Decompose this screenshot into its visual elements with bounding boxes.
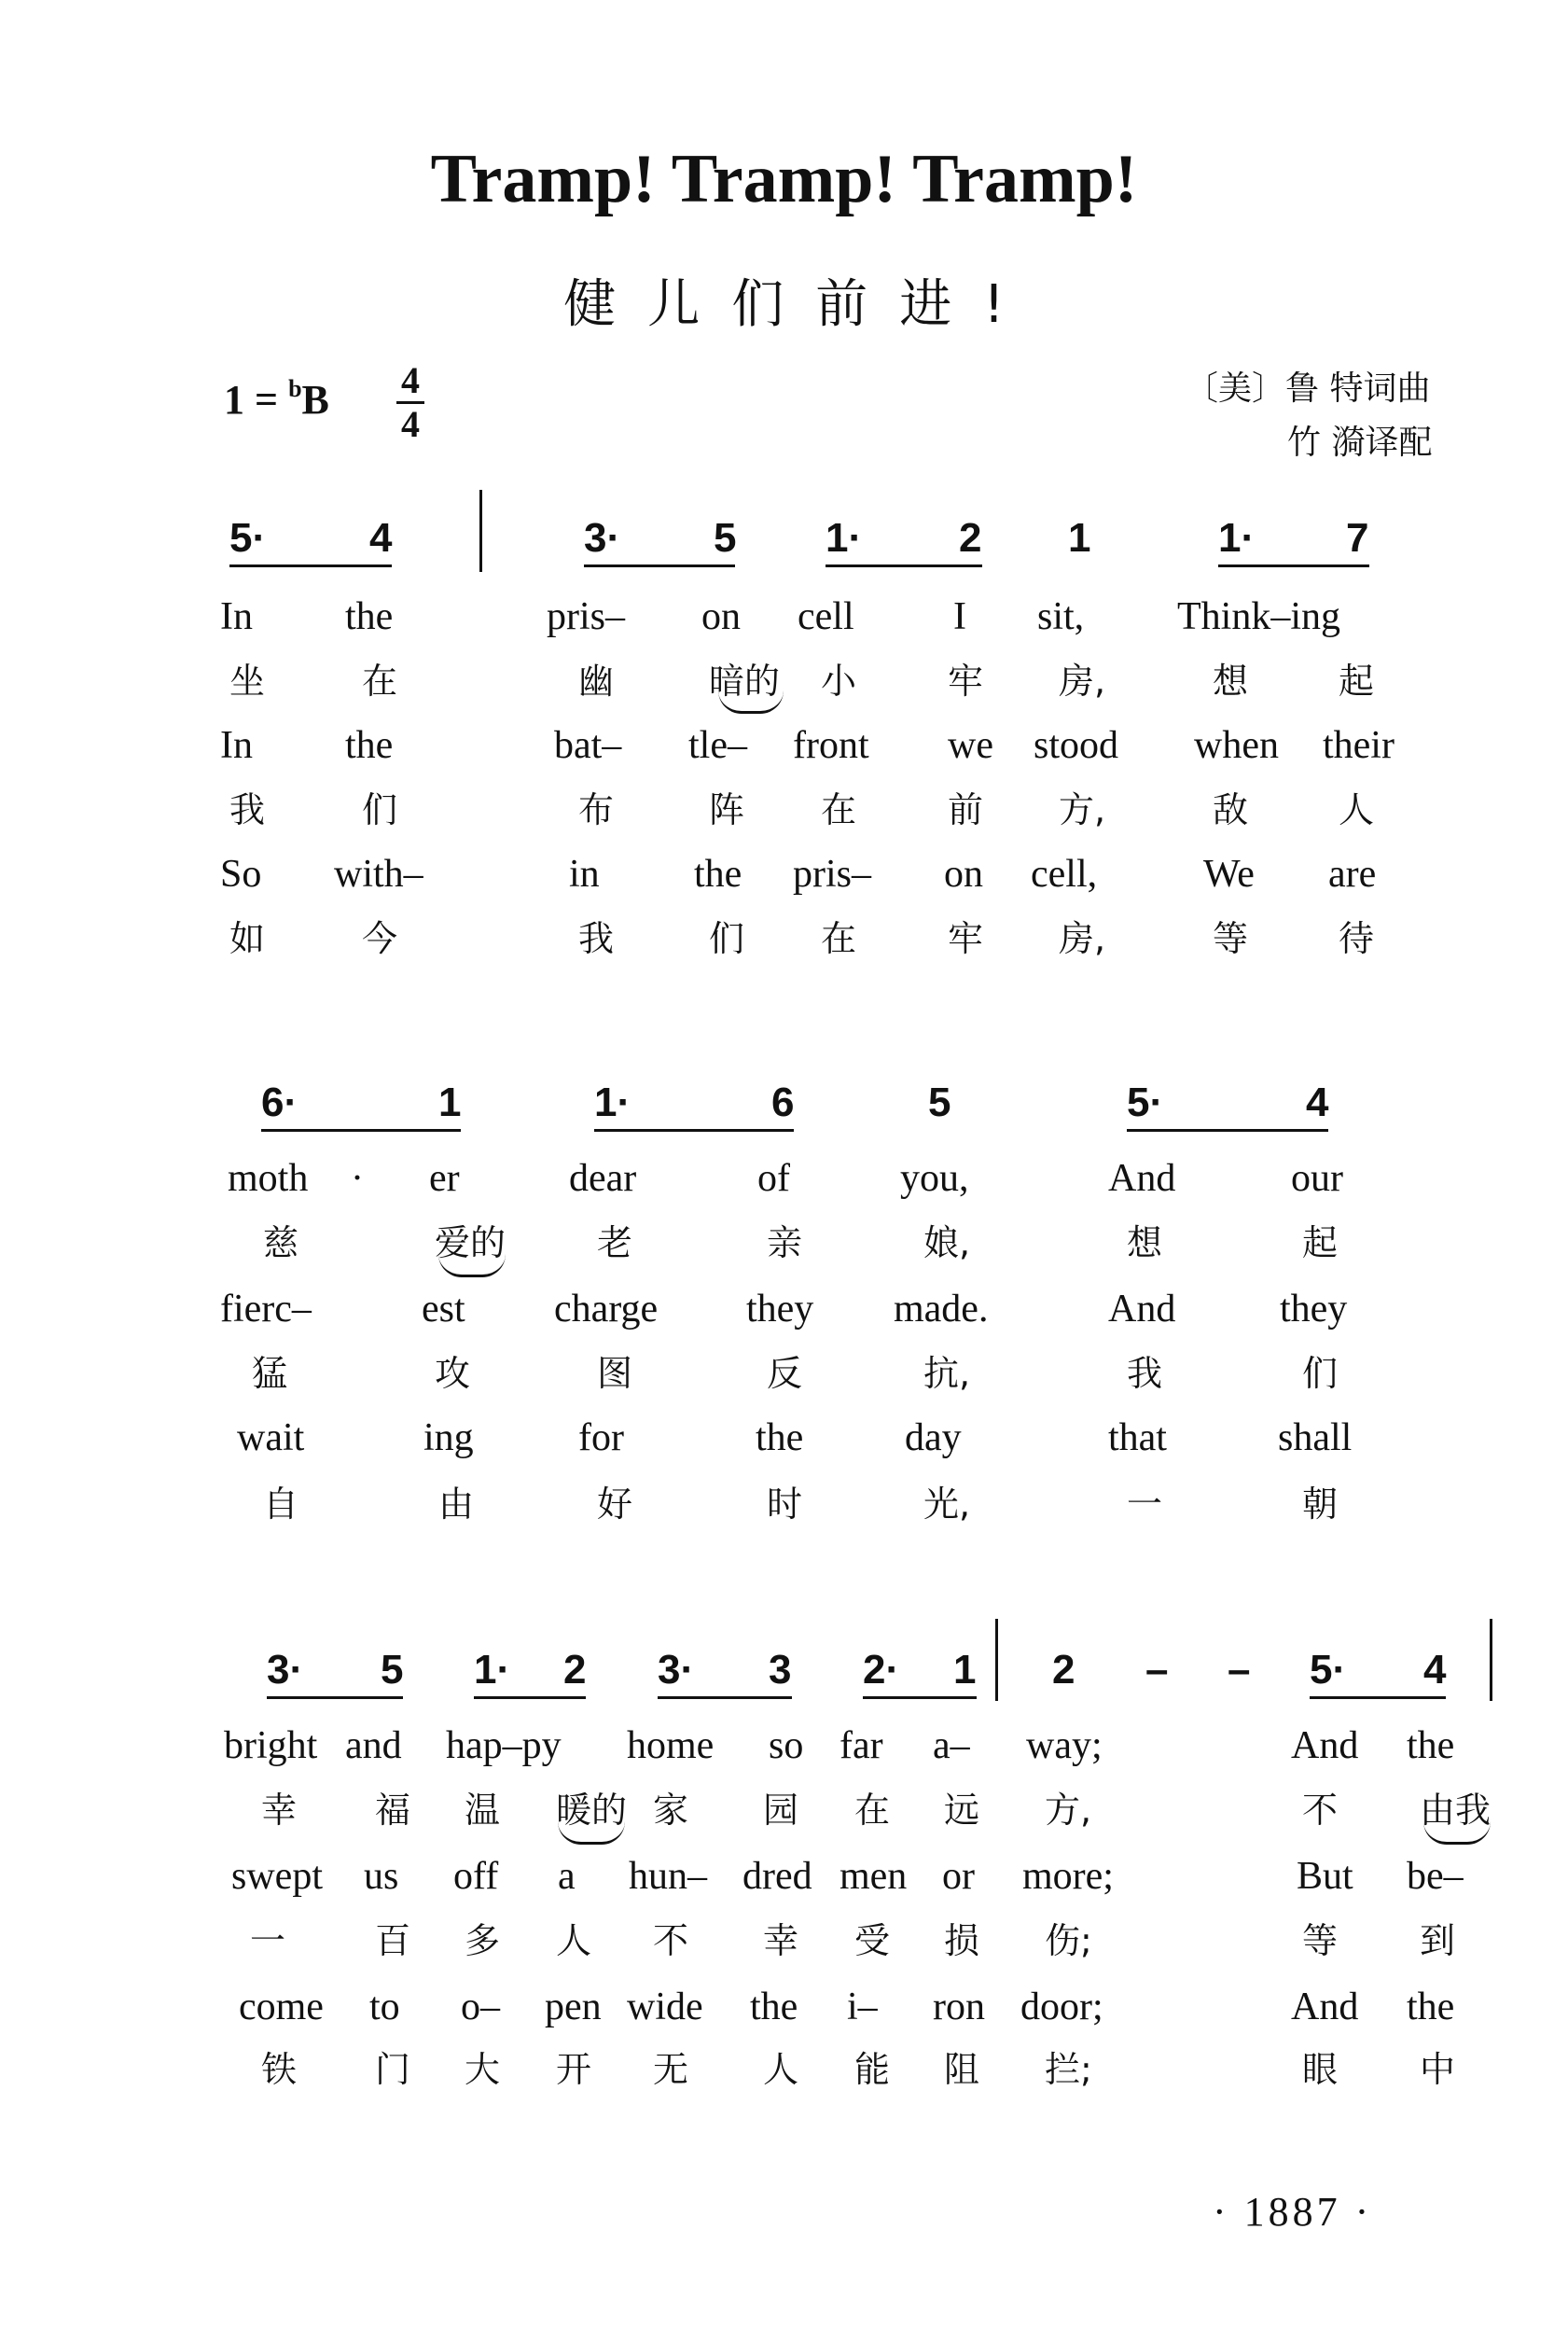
lyric-cn: 伤; (1045, 1920, 1092, 1961)
beam-line (658, 1696, 792, 1699)
lyric-en: · (351, 1157, 364, 1200)
lyric-en: be– (1407, 1855, 1464, 1898)
lyric-en: when (1194, 724, 1279, 767)
note: 6· (261, 1080, 298, 1125)
note: 2 (959, 515, 982, 561)
lyric-en: moth (228, 1157, 309, 1200)
lyric-en: to (369, 1986, 400, 2028)
lyric-en: In (220, 595, 253, 638)
note: 1 (953, 1647, 977, 1693)
beam-line (1310, 1696, 1446, 1699)
lyric-cn: 朝 (1302, 1484, 1339, 1525)
lyric-en: the (756, 1416, 804, 1459)
lyric-cn: 远 (944, 1790, 980, 1831)
lyric-en: on (944, 853, 983, 896)
lyric-en: wide (627, 1986, 703, 2028)
beam-line (584, 564, 735, 567)
lyric-cn: 们 (362, 789, 398, 830)
note: 5 (928, 1080, 951, 1125)
lyric-en: fierc– (220, 1288, 312, 1331)
lyric-cn: 人 (763, 2049, 799, 2090)
note: 5· (229, 515, 267, 561)
lyric-en: a (558, 1855, 576, 1898)
lyric-cn: 时 (767, 1484, 803, 1525)
beam-line (267, 1696, 403, 1699)
lyric-cn: 大 (465, 2049, 501, 2090)
lyric-en: But (1297, 1855, 1353, 1898)
lyric-en: their (1323, 724, 1395, 767)
lyric-en: And (1108, 1288, 1176, 1331)
note: 1· (474, 1647, 511, 1693)
lyric-cn: 起 (1302, 1222, 1339, 1263)
lyric-en: We (1203, 853, 1255, 896)
page-number: · 1887 · (1213, 2189, 1373, 2235)
lyric-cn: 门 (375, 2049, 411, 2090)
lyric-cn: 想 (1127, 1222, 1163, 1263)
lyric-en: shall (1278, 1416, 1353, 1459)
lyric-cn: 好 (597, 1484, 633, 1525)
slur-mark (558, 1821, 625, 1845)
lyric-en: o– (461, 1986, 500, 2028)
lyric-en: hun– (629, 1855, 707, 1898)
note: 5· (1310, 1647, 1347, 1693)
lyric-cn: 反 (767, 1353, 803, 1394)
note: 7 (1346, 515, 1369, 561)
lyric-cn: 我 (1127, 1353, 1163, 1394)
lyric-cn: 铁 (261, 2049, 298, 2090)
lyric-cn: 猛 (252, 1353, 288, 1394)
lyric-cn: 在 (821, 789, 857, 830)
lyric-en: on (701, 595, 741, 638)
lyric-en: of (757, 1157, 790, 1200)
lyric-cn: 待 (1339, 918, 1375, 959)
lyric-en: we (948, 724, 993, 767)
lyric-en: are (1328, 853, 1377, 896)
lyric-cn: 眼 (1302, 2049, 1339, 2090)
lyric-cn: 小 (821, 661, 857, 702)
dash: – (1145, 1647, 1169, 1693)
note: 4 (369, 515, 393, 561)
lyric-cn: 受 (854, 1920, 891, 1961)
note: 3· (267, 1647, 304, 1693)
lyric-en: er (429, 1157, 460, 1200)
slur-mark (718, 690, 784, 714)
lyric-cn: 阻 (944, 2049, 980, 2090)
lyric-en: the (345, 595, 394, 638)
slur-mark (1423, 1821, 1491, 1845)
lyric-en: I (953, 595, 966, 638)
lyric-cn: 亲 (767, 1222, 803, 1263)
lyric-cn: 中 (1420, 2049, 1456, 2090)
lyric-en: In (220, 724, 253, 767)
lyric-en: tle– (688, 724, 747, 767)
note: 5 (714, 515, 737, 561)
lyric-cn: 房, (1059, 918, 1106, 959)
lyric-en: the (1407, 1724, 1455, 1767)
lyric-cn: 等 (1302, 1920, 1339, 1961)
lyric-cn: 等 (1213, 918, 1249, 959)
lyric-en: cell (798, 595, 854, 638)
lyric-cn: 百 (375, 1920, 411, 1961)
lyric-cn: 拦; (1045, 2049, 1092, 2090)
lyric-en: that (1108, 1416, 1167, 1459)
lyric-en: so (769, 1724, 804, 1767)
credit-translator: 竹 漪译配 (1287, 424, 1433, 462)
note: 3· (658, 1647, 695, 1693)
lyric-cn: 我 (578, 918, 615, 959)
lyric-cn: 坐 (229, 661, 266, 702)
lyric-cn: 敌 (1213, 789, 1249, 830)
lyric-cn: 房, (1059, 661, 1106, 702)
beam-line (826, 564, 982, 567)
lyric-cn: 今 (362, 918, 398, 959)
lyric-en: come (239, 1986, 324, 2028)
lyric-cn: 方, (1059, 789, 1106, 830)
lyric-cn: 自 (263, 1484, 299, 1525)
barline (995, 1619, 998, 1701)
lyric-en: cell, (1031, 853, 1098, 896)
lyric-en: home (627, 1724, 715, 1767)
lyric-en: Think–ing (1177, 595, 1340, 638)
lyric-cn: 暖的 (556, 1790, 628, 1831)
lyric-en: off (453, 1855, 499, 1898)
lyric-cn: 阵 (709, 789, 745, 830)
lyric-en: they (746, 1288, 814, 1331)
lyric-en: with– (334, 853, 423, 896)
lyric-cn: 幽 (578, 661, 615, 702)
slur-mark (438, 1254, 506, 1277)
lyric-cn: 抗, (923, 1353, 971, 1394)
lyric-cn: 在 (854, 1790, 891, 1831)
lyric-cn: 一 (250, 1920, 286, 1961)
lyric-cn: 攻 (435, 1353, 471, 1394)
lyric-en: made. (894, 1288, 989, 1331)
note: 2· (863, 1647, 900, 1693)
note: 3· (584, 515, 621, 561)
lyric-cn: 图 (597, 1353, 633, 1394)
beam-line (474, 1696, 586, 1699)
beam-line (1218, 564, 1369, 567)
lyric-cn: 人 (1339, 789, 1375, 830)
lyric-cn: 能 (854, 2049, 891, 2090)
beam-line (594, 1129, 794, 1132)
note: 5· (1127, 1080, 1164, 1125)
key-signature: 1 = $^b$B (224, 375, 329, 423)
lyric-en: stood (1034, 724, 1119, 767)
lyric-cn: 老 (597, 1222, 633, 1263)
lyric-cn: 多 (465, 1920, 501, 1961)
lyric-en: the (750, 1986, 798, 2028)
note: 1· (826, 515, 863, 561)
note: 5 (381, 1647, 404, 1693)
lyric-en: and (345, 1724, 402, 1767)
lyric-en: more; (1022, 1855, 1114, 1898)
lyric-en: And (1291, 1986, 1359, 2028)
note: 2 (563, 1647, 587, 1693)
lyric-en: est (422, 1288, 465, 1331)
lyric-cn: 幸 (763, 1920, 799, 1961)
lyric-en: pen (545, 1986, 602, 2028)
lyric-cn: 损 (944, 1920, 980, 1961)
lyric-cn: 在 (362, 661, 398, 702)
lyric-cn: 不 (653, 1920, 689, 1961)
lyric-cn: 无 (653, 2049, 689, 2090)
note: 1 (1068, 515, 1091, 561)
lyric-en: bright (224, 1724, 318, 1767)
lyric-en: they (1280, 1288, 1348, 1331)
lyric-cn: 前 (948, 789, 984, 830)
song-subtitle: 健儿们前进! (563, 274, 1036, 335)
lyric-cn: 如 (229, 918, 266, 959)
lyric-en: dred (742, 1855, 812, 1898)
lyric-cn: 我 (229, 789, 266, 830)
lyric-cn: 不 (1302, 1790, 1339, 1831)
credit-composer: 〔美〕鲁 特词曲 (1185, 369, 1431, 408)
lyric-en: a– (933, 1724, 970, 1767)
beam-line (1127, 1129, 1328, 1132)
lyric-cn: 一 (1127, 1484, 1163, 1525)
lyric-en: swept (231, 1855, 323, 1898)
dash: – (1228, 1647, 1251, 1693)
lyric-en: charge (554, 1288, 659, 1331)
lyric-en: day (905, 1416, 962, 1459)
lyric-en: the (1407, 1986, 1455, 2028)
note: 1· (1218, 515, 1256, 561)
lyric-en: or (942, 1855, 975, 1898)
lyric-cn: 家 (653, 1790, 689, 1831)
lyric-en: front (793, 724, 869, 767)
lyric-cn: 想 (1213, 661, 1249, 702)
lyric-cn: 们 (709, 918, 745, 959)
lyric-en: pris– (547, 595, 625, 638)
lyric-cn: 园 (763, 1790, 799, 1831)
lyric-cn: 福 (375, 1790, 411, 1831)
barline (479, 490, 482, 572)
time-signature: 4 4 (396, 362, 424, 443)
lyric-en: bat– (554, 724, 622, 767)
lyric-cn: 牢 (948, 918, 984, 959)
lyric-en: sit, (1037, 595, 1085, 638)
lyric-en: ron (933, 1986, 985, 2028)
lyric-en: pris– (793, 853, 871, 896)
lyric-cn: 到 (1420, 1920, 1456, 1961)
lyric-en: the (694, 853, 742, 896)
lyric-en: the (345, 724, 394, 767)
note: 4 (1423, 1647, 1447, 1693)
lyric-cn: 人 (556, 1920, 592, 1961)
lyric-cn: 布 (578, 789, 615, 830)
lyric-cn: 暗的 (709, 661, 781, 702)
lyric-en: dear (569, 1157, 637, 1200)
lyric-cn: 慈 (263, 1222, 299, 1263)
note: 3 (769, 1647, 792, 1693)
lyric-cn: 由 (438, 1484, 475, 1525)
lyric-en: men (840, 1855, 908, 1898)
note: 6 (771, 1080, 795, 1125)
note: 4 (1306, 1080, 1329, 1125)
lyric-en: in (569, 853, 600, 896)
lyric-cn: 娘, (923, 1222, 971, 1263)
song-title: Tramp! Tramp! Tramp! (430, 141, 1138, 217)
lyric-en: ing (423, 1416, 474, 1459)
lyric-en: i– (847, 1986, 878, 2028)
lyric-en: And (1108, 1157, 1176, 1200)
lyric-en: And (1291, 1724, 1359, 1767)
lyric-cn: 方, (1045, 1790, 1092, 1831)
lyric-cn: 们 (1302, 1353, 1339, 1394)
lyric-cn: 由我 (1420, 1790, 1492, 1831)
beam-line (229, 564, 392, 567)
lyric-en: door; (1020, 1986, 1103, 2028)
lyric-cn: 开 (556, 2049, 592, 2090)
note: 1· (594, 1080, 631, 1125)
lyric-cn: 在 (821, 918, 857, 959)
note: 2 (1052, 1647, 1075, 1693)
barline (1490, 1619, 1492, 1701)
lyric-cn: 幸 (261, 1790, 298, 1831)
lyric-en: way; (1026, 1724, 1103, 1767)
lyric-cn: 温 (465, 1790, 501, 1831)
beam-line (863, 1696, 977, 1699)
lyric-cn: 爱的 (435, 1222, 506, 1263)
lyric-en: hap–py (446, 1724, 562, 1767)
lyric-en: you, (900, 1157, 969, 1200)
lyric-cn: 起 (1339, 661, 1375, 702)
lyric-en: for (578, 1416, 624, 1459)
lyric-en: far (840, 1724, 883, 1767)
lyric-en: wait (237, 1416, 305, 1459)
lyric-en: us (364, 1855, 399, 1898)
note: 1 (438, 1080, 462, 1125)
lyric-en: So (220, 853, 262, 896)
beam-line (261, 1129, 461, 1132)
lyric-cn: 牢 (948, 661, 984, 702)
lyric-en: our (1291, 1157, 1343, 1200)
lyric-cn: 光, (923, 1484, 971, 1525)
